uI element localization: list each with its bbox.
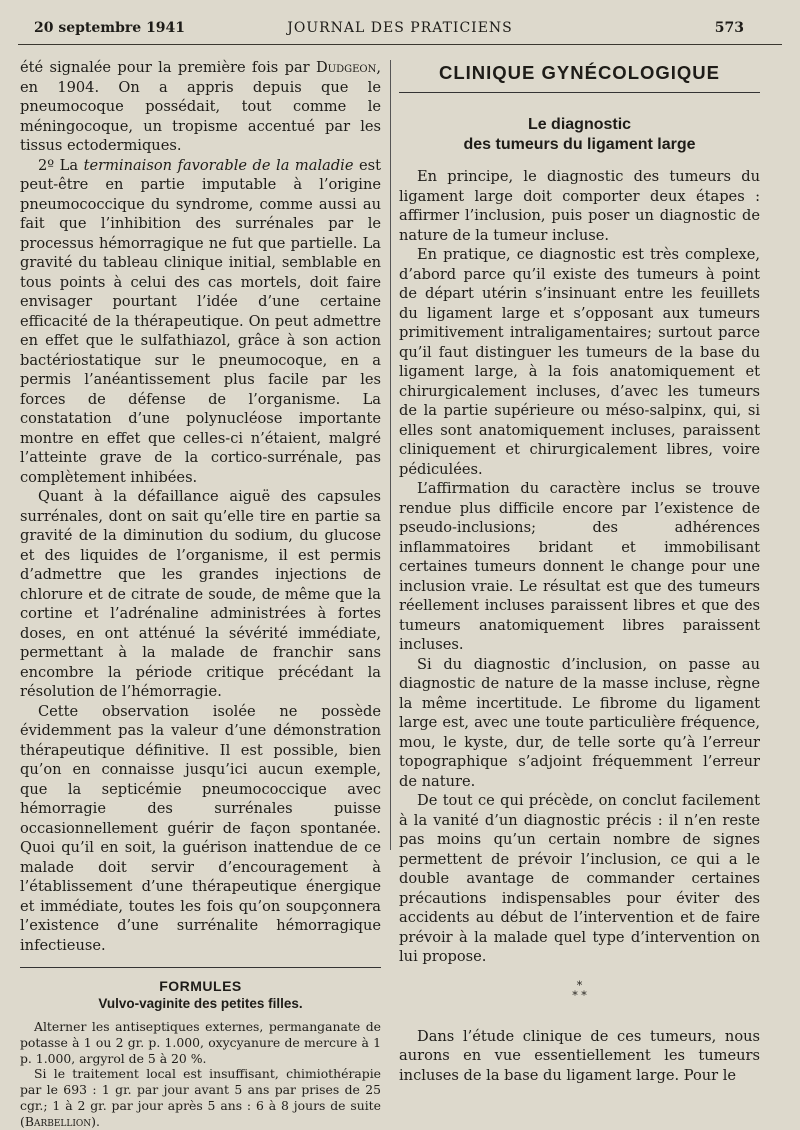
- column-separator: [390, 60, 391, 850]
- section-rubric: CLINIQUE GYNÉCOLOGIQUE: [438, 62, 721, 83]
- header-rule: [18, 44, 782, 45]
- article-title-line2: des tumeurs du ligament large: [463, 136, 696, 153]
- paragraph: L’affirmation du caractère inclus se trouve rendue plus difficile encore par l’existence de pseudo-inclusions; des adhérences inflammatoires bridant et immobilisant certaines tumeurs donnent le change pour une inclusion vraie. Le résultat est que des tumeurs réellement incluses paraissent libres et que des tumeurs anatomiquement libres paraissent incluses.: [399, 480, 760, 653]
- paragraph: De tout ce qui précède, on conclut facilement à la vanité d’un diagnostic précis : il n’en reste pas moins qu’un certain nombre de signes permettent de prévoir l’inclusion, ce qui a le double avantage de commander certaines précautions indispensables pour éviter des accidents au début de l’intervention et de faire prévoir à la malade quel type d’intervention on lui propose.: [399, 792, 760, 965]
- paragraph: 2º La terminaison favorable de la maladie est peut-être en partie imputable à l’origine pneumococcique du syndrome, comme aussi au fait que l’inhibition des surrénales par le processus hémorragique ne fut que partielle. La gravité du tableau clinique initial, semblable en tous points à celui des cas mortels, doit faire envisager pourtant l’idée d’une certaine efficacité de la thérapeutique. On peut admettre en effet que le sulfathiazol, grâce à son action bactériostatique sur le pneumocoque, en a permis l’anéantissement plus facile par les forces de défense de l’organisme. La constatation d’une polynucléose importante montre en effet que celles-ci n’étaient, malgré l’atteinte grave de la cortico-surrénale, pas complètement inhibées.: [20, 156, 381, 486]
- paragraph: Cette observation isolée ne possède évidemment pas la valeur d’une démonstration thérapeutique définitive. Il est possible, bien qu’on en connaisse jusqu’ici aucun exemple, que la septicémie pneumococcique avec hémorragie des surrénales puisse occasionnellement guérir de façon spontanée. Quoi qu’il en soit, la guérison inattendue de ce malade doit servir d’encouragement à l’établissement d’une thérapeutique énergique et immédiate, toutes les fois qu’on soupçonnera l’existence d’une surrénalite hémorragique infectieuse.: [20, 702, 381, 954]
- formula-paragraph: Alterner les antiseptiques externes, permanganate de potasse à 1 ou 2 gr. p. 1.000, oxycyanure de mercure à 1 p. 1.000, argyrol de 5 à 20 %.: [20, 1019, 381, 1066]
- issue-date: 20 septembre 1941: [34, 20, 186, 36]
- rubric-rule: [399, 92, 760, 93]
- formules-heading: FORMULES: [159, 978, 242, 994]
- paragraph: En pratique, ce diagnostic est très complexe, d’abord parce qu’il existe des tumeurs à point de départ utérin s’insinuant entre les feuillets du ligament large et s’opposant aux tumeurs primitivement intraligamentaires; surtout parce qu’il faut distinguer les tumeurs de la base du ligament large, à la fois anatomiquement et chirurgicalement incluses, d’avec les tumeurs de la partie supérieure ou méso-salpinx, qui, si elles sont anatomiquement incluses, paraissent cliniquement et chirurgicalement libres, voire pédiculées.: [399, 246, 760, 478]
- section-break-asterisks: * * *: [572, 978, 587, 1002]
- italic-phrase: terminaison favorable de la maladie: [83, 156, 354, 174]
- article-title: [399, 115, 760, 155]
- paragraph: Dans l’étude clinique de ces tumeurs, nous aurons en vue essentiellement les tumeurs incluses de la base du ligament large. Pour le: [399, 1027, 760, 1084]
- journal-title: JOURNAL DES PRATICIENS: [287, 20, 513, 36]
- paragraph: En principe, le diagnostic des tumeurs du ligament large doit comporter deux étapes : affirmer l’inclusion, puis poser un diagnostic de nature de la tumeur incluse.: [399, 168, 760, 244]
- page-number: 573: [714, 20, 744, 36]
- paragraph: Quant à la défaillance aiguë des capsules surrénales, dont on sait qu’elle tire en partie sa gravité de la diminution du sodium, du glucose et des liquides de l’organisme, il est permis d’admettre que les grandes injections de chlorure et de citrate de soude, de même que la cortine et l’adrénaline administrées à fortes doses, en ont atténué la sévérité immédiate, permettant à la malade de franchir sans encombre la période critique précédant la résolution de l’hémorragie.: [20, 488, 381, 700]
- author-name: Dudgeon: [315, 59, 377, 76]
- formules-subheading: Vulvo-vaginite des petites filles.: [98, 996, 303, 1011]
- author-name: Barbellion: [24, 1113, 92, 1129]
- paragraph: été signalée pour la première fois par Dudgeon, en 1904. On a appris depuis que le pneumocoque possédait, tout comme le méningocoque, un tropisme accentué par les tissus ectodermiques.: [20, 59, 381, 154]
- section-rule: [20, 967, 381, 968]
- right-column: [399, 58, 760, 1085]
- article-title-line1: Le diagnostic: [527, 116, 632, 133]
- page-header: [0, 0, 800, 48]
- left-column: [20, 58, 381, 1130]
- formula-paragraph: Si le traitement local est insuffisant, chimiothérapie par le 693 : 1 gr. par jour avant 5 ans par prises de 25 cgr.; 1 à 2 gr. par jour après 5 ans : 6 à 8 jours de suite (Barbellion).: [20, 1066, 381, 1129]
- paragraph: Si du diagnostic d’inclusion, on passe au diagnostic de nature de la masse incluse, règne la même incertitude. Le fibrome du ligament large est, avec une toute particulière fréquence, mou, le kyste, dur, de telle sorte qu’à l’erreur topographique s’adjoint fréquemment l’erreur de nature.: [399, 655, 760, 790]
